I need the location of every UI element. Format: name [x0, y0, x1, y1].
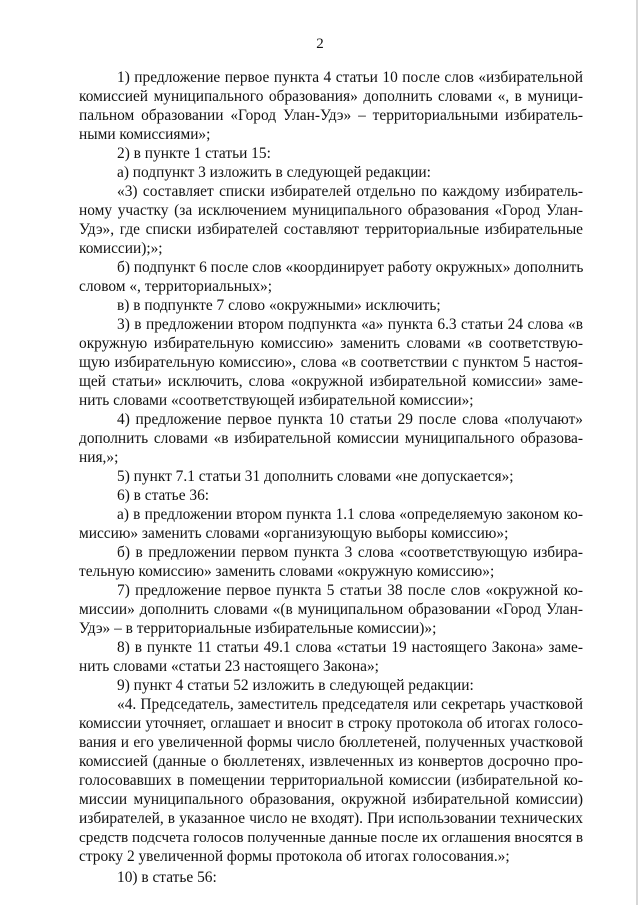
- text-line: средств подсчета голосов полученные данные после их оглашения вносятся в: [79, 829, 583, 846]
- text-line: ния,»;: [79, 449, 119, 466]
- text-line: 10) в статье 56:: [117, 869, 217, 886]
- text-line: 4) предложение первое пункта 10 статьи 29 после слова «получают»: [117, 411, 583, 428]
- text-line: комиссии уточняет, оглашает и вносит в строку протокола об итогах голосо-: [79, 715, 583, 732]
- text-line: а) в предложении втором пункта 1.1 слова «определяемую законом ко-: [117, 506, 583, 523]
- text-line: строку 2 увеличенной формы протокола об итогах голосования.»;: [79, 848, 510, 865]
- text-line: комиссии);»;: [79, 240, 163, 257]
- text-line: избирателей, в указанное число не входят). При использовании технических: [79, 810, 583, 827]
- text-line: «3) составляет списки избирателей отдельно по каждому избиратель-: [117, 183, 583, 200]
- text-line: 5) пункт 7.1 статьи 31 дополнить словами «не допускается»;: [117, 468, 514, 485]
- text-line: голосовавших в помещении территориальной комиссии (избирательной ко-: [79, 772, 583, 789]
- text-line: «4. Председатель, заместитель председателя или секретарь участковой: [117, 696, 583, 713]
- text-line: б) подпункт 6 после слов «координирует работу окружных» дополнить: [117, 259, 584, 276]
- text-line: 8) в пункте 11 статьи 49.1 слова «статьи 19 настоящего Закона» заме-: [117, 639, 583, 656]
- text-line: пальном образовании «Город Улан-Удэ» – территориальными избиратель-: [79, 107, 583, 124]
- text-line: нить словами «соответствующей избирательной комиссии»;: [79, 392, 474, 409]
- text-line: комиссией (данные о бюллетенях, извлеченных из конвертов досрочно про-: [79, 753, 583, 770]
- text-line: 1) предложение первое пункта 4 статьи 10 после слов «избирательной: [117, 69, 583, 86]
- text-line: щей статьи» исключить, слова «окружной избирательной комиссии» заме-: [79, 373, 583, 390]
- text-line: вания и его увеличенной формы число бюллетеней, полученных участковой: [79, 734, 583, 751]
- text-line: ному участку (за исключением муниципального образования «Город Улан-: [79, 202, 583, 219]
- text-line: 2) в пункте 1 статьи 15:: [117, 145, 271, 162]
- text-line: словом «, территориальных»;: [79, 278, 272, 295]
- page-number: 2: [316, 36, 324, 52]
- text-line: нить словами «статьи 23 настоящего Закона»;: [79, 658, 379, 675]
- text-line: дополнить словами «в избирательной комиссии муниципального образова-: [79, 430, 583, 447]
- text-line: ными комиссиями»;: [79, 126, 211, 143]
- text-line: 3) в предложении втором подпункта «а» пункта 6.3 статьи 24 слова «в: [117, 316, 583, 333]
- text-line: миссии» дополнить словами «(в муниципальном образовании «Город Улан-: [79, 601, 583, 618]
- text-line: щую избирательную комиссию», слова «в соответствии с пунктом 5 настоя-: [79, 354, 583, 371]
- text-line: Удэ» – в территориальные избирательные комиссии)»;: [79, 620, 437, 637]
- text-line: 7) предложение первое пункта 5 статьи 38 после слов «окружной ко-: [117, 582, 583, 599]
- text-line: комиссией муниципального образования» дополнить словами «, в муници-: [79, 88, 583, 105]
- text-line: в) в подпункте 7 слово «окружными» исключить;: [117, 297, 441, 314]
- text-line: б) в предложении первом пункта 3 слова «соответствующую избира-: [117, 544, 583, 561]
- text-line: миссию» заменить словами «организующую выборы комиссию»;: [79, 525, 509, 542]
- text-line: Удэ», где списки избирателей составляют территориальные избирательные: [79, 221, 583, 238]
- text-line: окружную избирательную комиссию» заменить словами «в соответствую-: [79, 335, 583, 352]
- text-line: миссии муниципального образования, окружной избирательной комиссии): [79, 791, 583, 808]
- text-line: 9) пункт 4 статьи 52 изложить в следующей редакции:: [117, 677, 474, 694]
- text-line: а) подпункт 3 изложить в следующей редакции:: [117, 164, 431, 181]
- page-edge-divider: [636, 0, 638, 905]
- text-line: 6) в статье 36:: [117, 487, 210, 504]
- text-line: тельную комиссию» заменить словами «окружную комиссию»;: [79, 563, 495, 580]
